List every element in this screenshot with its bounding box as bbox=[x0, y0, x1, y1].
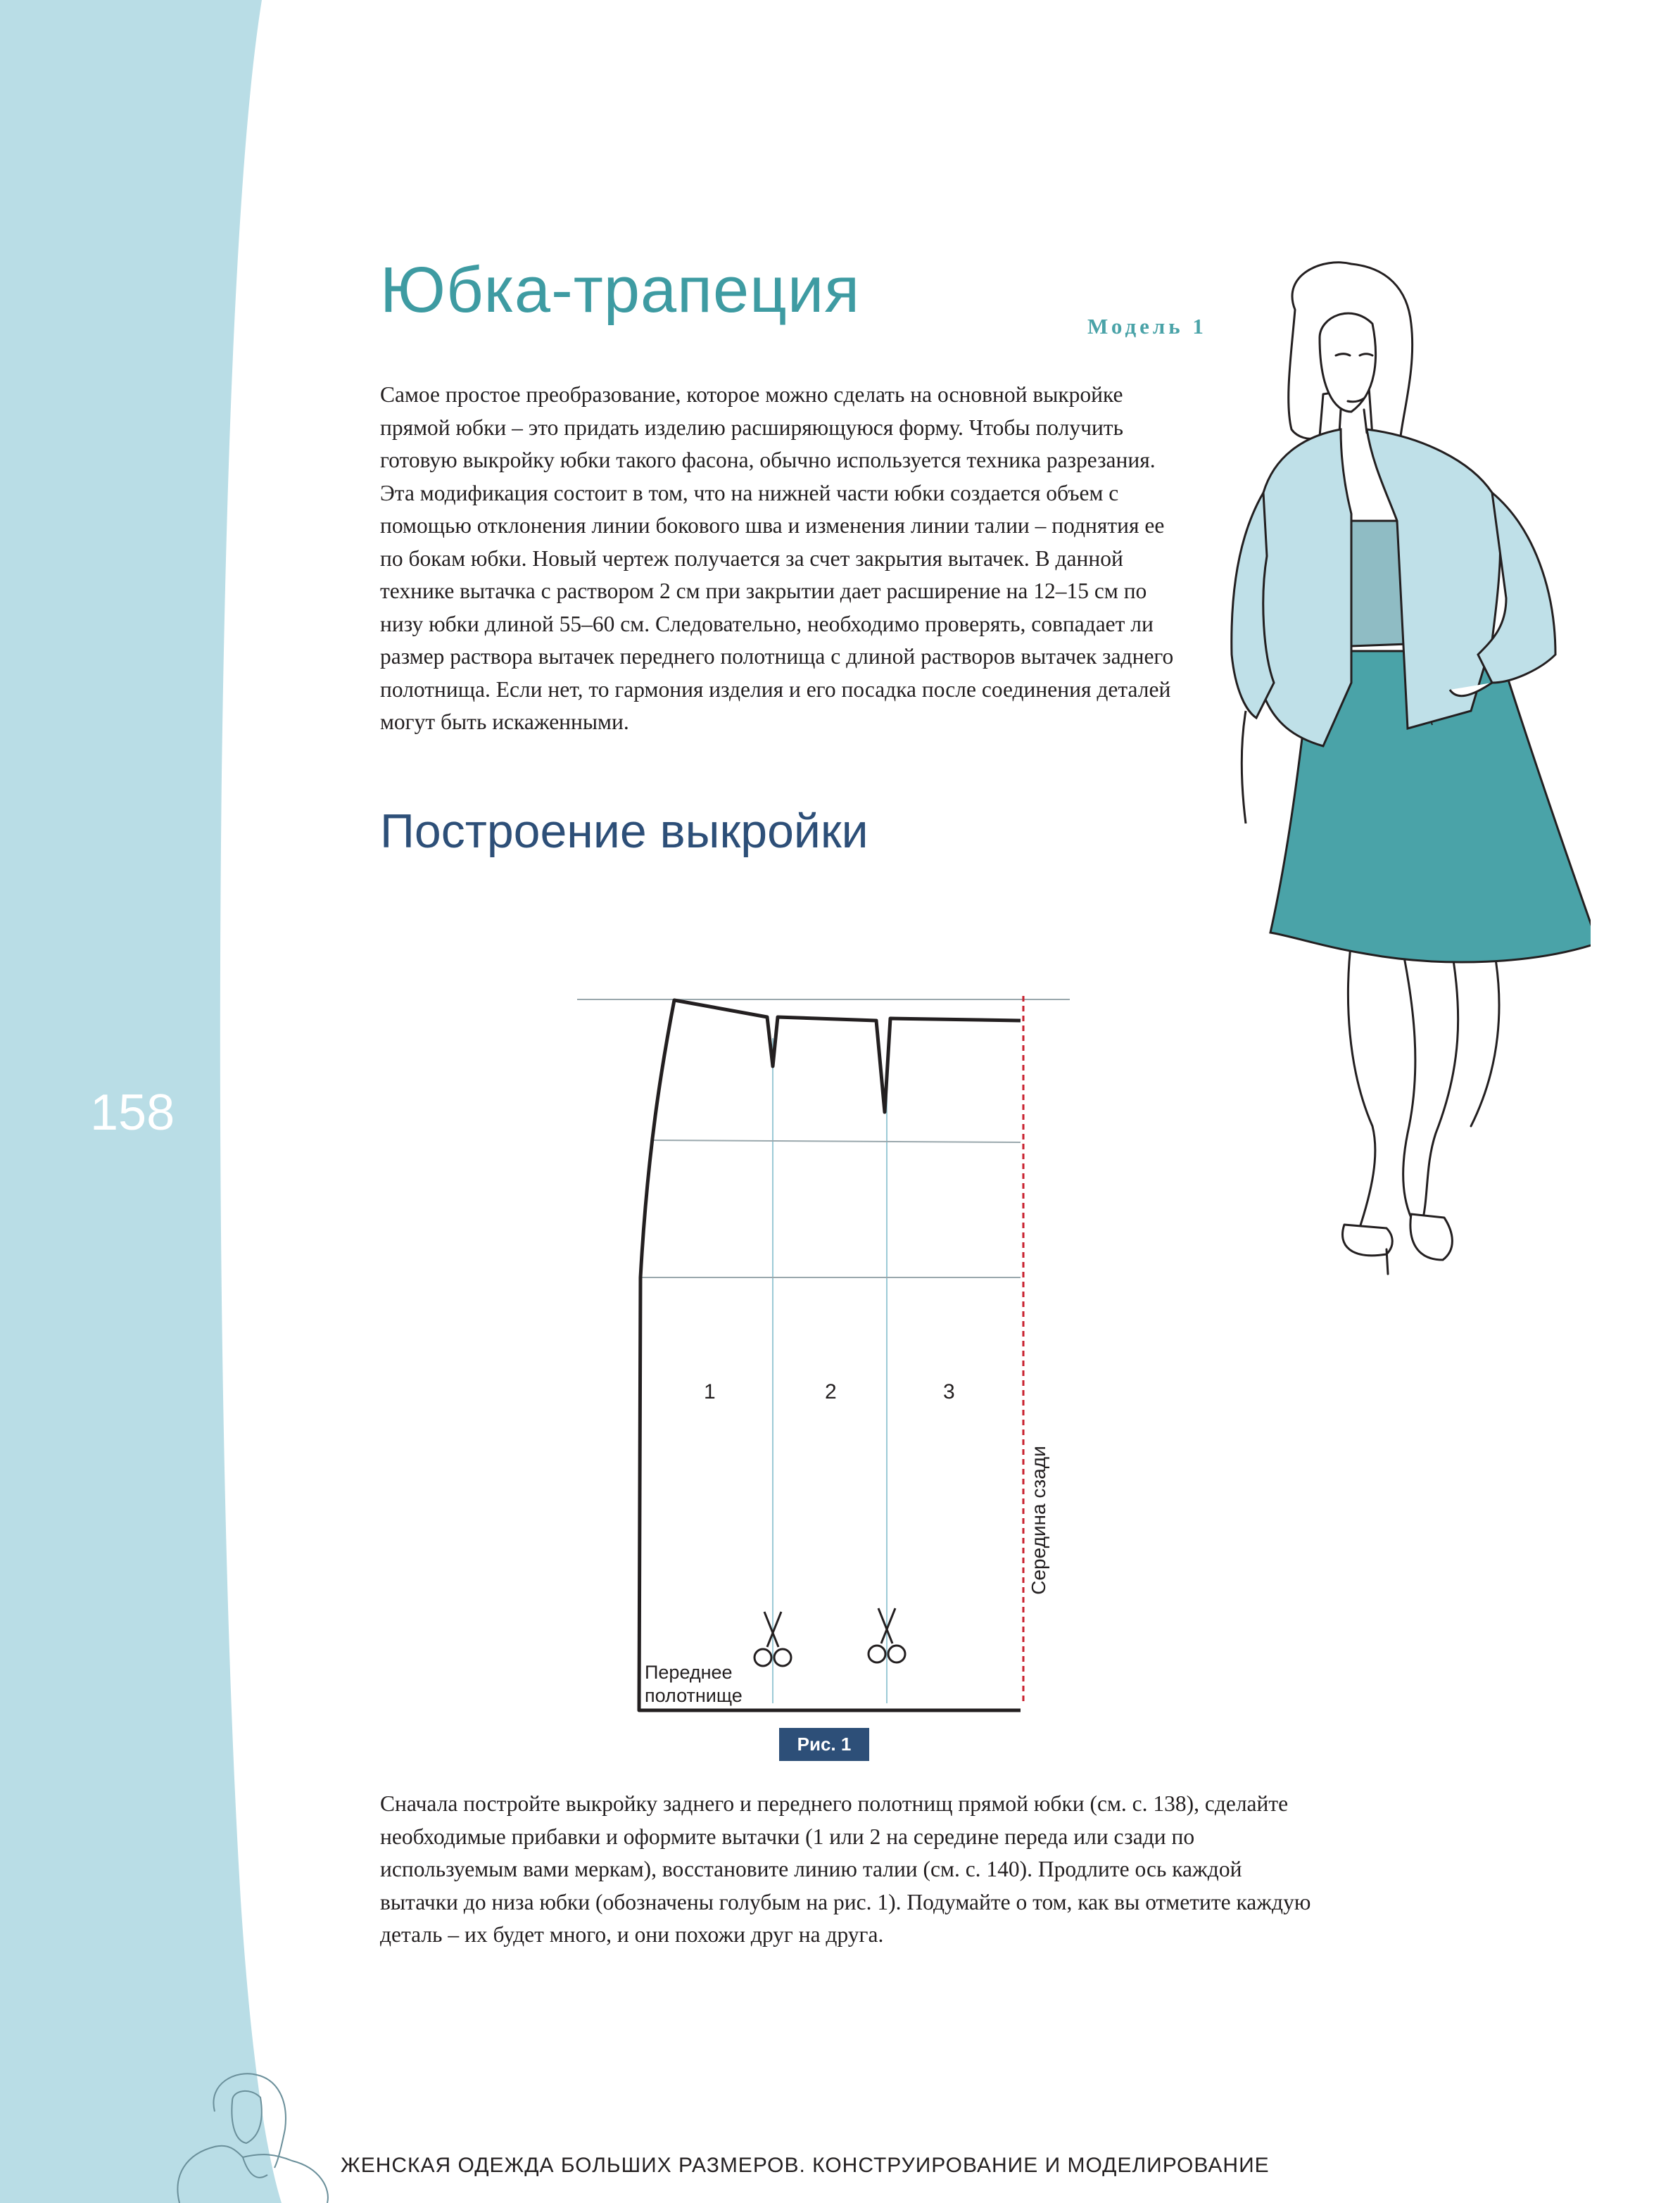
section-subtitle: Построение выкройки bbox=[380, 804, 869, 858]
piece-label-2: 2 bbox=[825, 1380, 837, 1403]
footer-figure-illustration bbox=[151, 2069, 348, 2203]
hip-guide-line bbox=[651, 1140, 1021, 1142]
instruction-text: Сначала постройте выкройку заднего и переднего полотнищ прямой юбки (см. с. 138), сделайте необходимые прибавки и оформите вытачки (1 или 2 на середине переда или сзади по используемым вами меркам), восстановите линию талии (см. с. 140). Продлите ось каждой вытачки до низа юбки (обозначены голубым на рис. 1). Подумайте о том, как вы отметите каждую деталь – их будет много, и они похожи друг на друга. bbox=[380, 1791, 1311, 1947]
model-illustration bbox=[1140, 260, 1591, 1288]
piece-label-1: 3 bbox=[943, 1380, 955, 1403]
intro-text: Самое простое преобразование, которое можно сделать на основной выкройке прямой юбки – это придать изделию расширяющуюся форму. Чтобы получить готовую выкройку юбки такого фасона, обычно используется техника разрезания. Эта модификация состоит в том, что на нижней части юбки создается объем с помощью отклонения линии бокового шва и изменения линии талии – поднятия ее по бокам юбки. Новый чертеж получается за счет закрытия вытачек. В данной технике вытачка с раствором 2 см при закрытии дает расширение на 12–15 см по низу юбки длиной 55–60 см. Следовательно, необходимо проверять, совпадает ли размер раствора вытачек переднего полотнища с длиной растворов вытачек заднего полотнища. Если нет, то гармония изделия и его посадка после соединения деталей могут быть искаженными. bbox=[380, 382, 1174, 734]
panel-label-line2: полотнище bbox=[645, 1685, 743, 1706]
book-title-footer: ЖЕНСКАЯ ОДЕЖДА БОЛЬШИХ РАЗМЕРОВ. КОНСТРУИРОВАНИЕ И МОДЕЛИРОВАНИЕ bbox=[341, 2154, 1270, 2177]
page-number: 158 bbox=[90, 1085, 175, 1141]
center-back-label: Середина сзади bbox=[1028, 1446, 1049, 1595]
intro-paragraph bbox=[380, 379, 1189, 739]
instruction-paragraph bbox=[380, 1788, 1316, 1952]
figure-caption: Рис. 1 bbox=[779, 1728, 869, 1761]
panel-label-line1: Переднее bbox=[645, 1662, 733, 1683]
skirt-outline bbox=[639, 1000, 1021, 1710]
page-title: Юбка-трапеция bbox=[380, 254, 861, 326]
model-label: Модель 1 bbox=[1087, 314, 1207, 339]
skirt-pattern-diagram bbox=[577, 982, 1070, 1760]
piece-label-3: 1 bbox=[704, 1380, 716, 1403]
